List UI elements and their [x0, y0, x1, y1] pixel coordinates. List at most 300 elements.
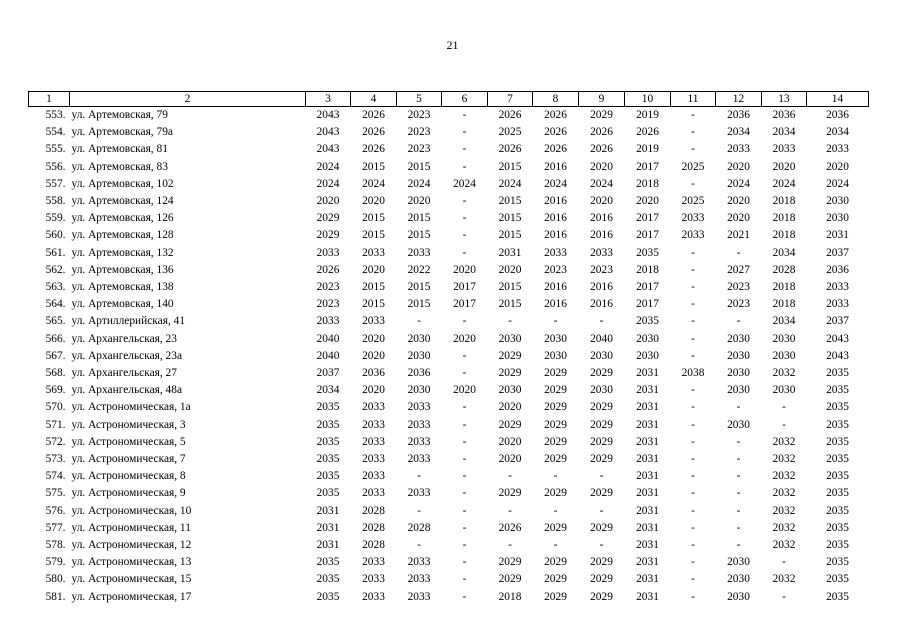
row-number-cell: 555.	[45, 143, 66, 156]
year-cell: -	[462, 246, 467, 259]
year-cell: -	[691, 315, 695, 328]
year-cell: 2038	[681, 367, 705, 380]
year-cell: 2033	[826, 143, 849, 156]
year-cell: 2026	[544, 109, 567, 121]
year-cell: 2015	[362, 298, 385, 311]
year-cell: 2033	[772, 143, 796, 156]
year-cell: -	[462, 160, 467, 173]
year-cell: -	[691, 556, 695, 569]
year-cell: 2026	[498, 143, 522, 156]
year-cell: 2019	[636, 143, 659, 156]
year-cell: 2033	[407, 246, 431, 259]
year-cell: -	[736, 470, 741, 483]
row-number-cell: 568.	[45, 367, 66, 380]
year-cell: 2035	[826, 401, 849, 414]
table-row	[29, 417, 869, 434]
year-cell: -	[462, 453, 467, 466]
table-row	[29, 571, 869, 588]
year-cell: 2031	[316, 504, 340, 517]
year-cell: 2017	[636, 160, 659, 173]
year-cell: 2029	[544, 453, 567, 466]
year-cell: -	[462, 195, 467, 208]
year-cell: -	[691, 470, 695, 483]
year-cell: 2029	[544, 590, 567, 603]
column-header: 2	[70, 92, 306, 107]
year-cell: -	[691, 521, 695, 534]
table-header-row	[29, 92, 869, 107]
year-cell: 2026	[362, 126, 385, 139]
year-cell: 2036	[826, 109, 849, 121]
year-cell: 2033	[826, 298, 849, 311]
year-cell: 2031	[498, 246, 522, 259]
year-cell: 2016	[590, 298, 613, 311]
page-number: 21	[446, 38, 459, 52]
year-cell: 2029	[544, 521, 567, 534]
year-cell: 2016	[544, 298, 567, 311]
year-cell: 2029	[590, 453, 613, 466]
year-cell: 2033	[407, 401, 431, 414]
year-cell: 2022	[407, 263, 431, 276]
year-cell: 2024	[316, 160, 340, 173]
year-cell: 2033	[590, 246, 613, 259]
year-cell: 2035	[826, 521, 849, 534]
year-cell: 2035	[316, 556, 340, 569]
address-cell: ул. Артемовская, 79	[71, 109, 168, 121]
column-header: 12	[716, 92, 762, 107]
year-cell: -	[691, 349, 695, 362]
year-cell: 2031	[636, 521, 659, 534]
year-cell: 2031	[826, 229, 849, 242]
year-cell: 2031	[636, 590, 659, 603]
year-cell: 2034	[727, 126, 750, 139]
year-cell: 2020	[498, 263, 522, 276]
year-cell: 2034	[772, 126, 796, 139]
year-cell: 2031	[636, 556, 659, 569]
year-cell: 2035	[826, 504, 849, 517]
year-cell: 2036	[727, 109, 750, 121]
year-cell: -	[691, 143, 695, 156]
row-number-cell: 573.	[45, 453, 66, 466]
year-cell: 2030	[727, 384, 750, 397]
row-number-cell: 554.	[45, 126, 66, 139]
row-number-cell: 570.	[45, 401, 66, 414]
year-cell: 2035	[826, 418, 849, 431]
year-cell: 2015	[362, 281, 385, 294]
year-cell: 2017	[636, 298, 659, 311]
year-cell: 2016	[544, 281, 567, 294]
year-cell: 2035	[826, 367, 849, 380]
column-header: 9	[579, 92, 625, 107]
year-cell: -	[599, 315, 604, 328]
year-cell: 2026	[544, 143, 567, 156]
year-cell: 2017	[636, 212, 659, 225]
row-number-cell: 578.	[45, 539, 66, 552]
year-cell: 2020	[727, 212, 750, 225]
year-cell: 2033	[362, 590, 385, 603]
column-header: 7	[488, 92, 533, 107]
year-cell: 2030	[772, 349, 796, 362]
year-cell: 2033	[407, 590, 431, 603]
year-cell: -	[782, 590, 786, 603]
address-cell: ул. Артемовская, 102	[71, 177, 174, 190]
year-cell: 2043	[826, 332, 849, 345]
address-cell: ул. Артемовская, 83	[71, 160, 168, 173]
year-cell: 2029	[544, 435, 567, 448]
year-cell: 2028	[772, 263, 796, 276]
year-cell: 2015	[498, 281, 522, 294]
year-cell: 2035	[826, 556, 849, 569]
table-row	[29, 279, 869, 296]
year-cell: -	[417, 539, 421, 552]
year-cell: 2030	[727, 556, 750, 569]
year-cell: 2029	[544, 556, 567, 569]
year-cell: 2023	[727, 281, 750, 294]
year-cell: 2036	[826, 263, 849, 276]
year-cell: 2033	[362, 401, 385, 414]
year-cell: 2025	[498, 126, 522, 139]
address-cell: ул. Артиллерийская, 41	[71, 315, 186, 328]
year-cell: -	[691, 298, 695, 311]
row-number-cell: 577.	[45, 521, 66, 534]
year-cell: -	[736, 487, 741, 500]
year-cell: 2031	[636, 470, 659, 483]
year-cell: 2033	[407, 556, 431, 569]
year-cell: 2031	[316, 521, 340, 534]
year-cell: -	[417, 504, 421, 517]
year-cell: -	[691, 384, 695, 397]
year-cell: 2035	[826, 435, 849, 448]
year-cell: 2033	[362, 315, 385, 328]
table-row	[29, 485, 869, 502]
year-cell: 2033	[362, 573, 385, 586]
year-cell: 2037	[826, 315, 849, 328]
year-cell: 2026	[498, 109, 522, 121]
year-cell: 2020	[727, 195, 750, 208]
year-cell: 2031	[636, 367, 659, 380]
year-cell: 2015	[407, 160, 431, 173]
year-cell: -	[462, 229, 467, 242]
year-cell: 2030	[590, 384, 613, 397]
year-cell: 2033	[362, 246, 385, 259]
year-cell: 2033	[362, 418, 385, 431]
row-number-cell: 581.	[45, 590, 66, 603]
year-cell: -	[691, 573, 695, 586]
year-cell: 2020	[590, 160, 613, 173]
year-cell: 2020	[727, 160, 750, 173]
year-cell: 2030	[727, 418, 750, 431]
year-cell: 2035	[826, 453, 849, 466]
year-cell: -	[691, 332, 695, 345]
year-cell: -	[462, 315, 467, 328]
year-cell: -	[599, 504, 604, 517]
year-cell: 2032	[772, 521, 796, 534]
year-cell: 2030	[772, 332, 796, 345]
table-row	[29, 141, 869, 158]
row-number-cell: 561.	[45, 246, 66, 259]
year-cell: 2032	[772, 504, 796, 517]
address-cell: ул. Архангельская, 27	[71, 367, 177, 380]
year-cell: 2035	[316, 435, 340, 448]
year-cell: 2023	[407, 143, 431, 156]
year-cell: 2040	[316, 349, 340, 362]
table-row	[29, 348, 869, 365]
year-cell: 2030	[727, 332, 750, 345]
year-cell: 2028	[407, 521, 431, 534]
year-cell: 2016	[544, 160, 567, 173]
year-cell: 2026	[590, 143, 613, 156]
year-cell: 2035	[636, 246, 659, 259]
address-cell: ул. Артемовская, 132	[71, 246, 174, 259]
year-cell: 2016	[590, 229, 613, 242]
year-cell: 2029	[316, 229, 340, 242]
address-cell: ул. Астрономическая, 17	[71, 590, 192, 603]
address-cell: ул. Артемовская, 140	[71, 298, 174, 311]
year-cell: 2031	[636, 573, 659, 586]
year-cell: -	[736, 435, 741, 448]
year-cell: 2029	[544, 487, 567, 500]
column-header: 8	[533, 92, 579, 107]
row-number-cell: 559.	[45, 212, 66, 225]
year-cell: 2029	[498, 349, 522, 362]
year-cell: 2032	[772, 435, 796, 448]
year-cell: 2030	[590, 349, 613, 362]
year-cell: 2030	[727, 367, 750, 380]
year-cell: 2028	[362, 521, 385, 534]
table-row	[29, 382, 869, 399]
year-cell: 2020	[316, 195, 340, 208]
year-cell: 2020	[407, 195, 431, 208]
year-cell: 2018	[636, 177, 659, 190]
year-cell: 2033	[316, 315, 340, 328]
year-cell: 2029	[498, 556, 522, 569]
address-cell: ул. Астрономическая, 5	[71, 435, 186, 448]
year-cell: 2015	[362, 212, 385, 225]
year-cell: 2034	[772, 315, 796, 328]
year-cell: 2034	[316, 384, 340, 397]
year-cell: 2020	[362, 263, 385, 276]
year-cell: 2020	[636, 195, 659, 208]
table-row	[29, 399, 869, 416]
year-cell: -	[553, 504, 558, 517]
row-number-cell: 557.	[45, 177, 66, 190]
year-cell: 2037	[826, 246, 849, 259]
year-cell: 2024	[727, 177, 750, 190]
year-cell: -	[691, 401, 695, 414]
year-cell: 2023	[590, 263, 613, 276]
year-cell: -	[462, 504, 467, 517]
year-cell: -	[462, 539, 467, 552]
table-row	[29, 365, 869, 382]
year-cell: 2017	[453, 298, 476, 311]
year-cell: 2031	[636, 539, 659, 552]
row-number-cell: 574.	[45, 470, 66, 483]
year-cell: 2026	[316, 263, 340, 276]
year-cell: -	[691, 487, 695, 500]
year-cell: 2017	[636, 281, 659, 294]
year-cell: -	[417, 315, 421, 328]
year-cell: 2015	[407, 281, 431, 294]
table-row	[29, 589, 869, 606]
year-cell: -	[691, 590, 695, 603]
row-number-cell: 569.	[45, 384, 66, 397]
year-cell: -	[736, 521, 741, 534]
year-cell: -	[462, 590, 467, 603]
year-cell: 2020	[590, 195, 613, 208]
year-cell: -	[691, 539, 695, 552]
table-row	[29, 451, 869, 468]
year-cell: 2029	[544, 401, 567, 414]
year-cell: 2030	[826, 212, 849, 225]
year-cell: 2023	[316, 281, 340, 294]
year-cell: 2028	[362, 504, 385, 517]
column-header: 14	[807, 92, 869, 107]
table-row	[29, 262, 869, 279]
year-cell: 2015	[407, 212, 431, 225]
row-number-cell: 575.	[45, 487, 66, 500]
year-cell: 2019	[636, 109, 659, 121]
year-cell: 2035	[826, 539, 849, 552]
year-cell: -	[691, 504, 695, 517]
year-cell: 2016	[590, 281, 613, 294]
year-cell: 2032	[772, 487, 796, 500]
year-cell: 2033	[681, 229, 705, 242]
year-cell: -	[691, 263, 695, 276]
address-cell: ул. Архангельская, 48а	[71, 384, 183, 397]
year-cell: 2018	[772, 281, 796, 294]
year-cell: 2029	[544, 367, 567, 380]
year-cell: 2030	[636, 349, 659, 362]
column-header: 3	[306, 92, 351, 107]
address-cell: ул. Астрономическая, 13	[71, 556, 192, 569]
address-cell: ул. Артемовская, 128	[71, 229, 174, 242]
year-cell: 2031	[636, 401, 659, 414]
address-cell: ул. Архангельская, 23а	[71, 349, 183, 362]
year-cell: 2024	[826, 177, 849, 190]
table-row	[29, 227, 869, 244]
year-cell: 2031	[636, 435, 659, 448]
year-cell: 2033	[407, 418, 431, 431]
year-cell: 2035	[826, 487, 849, 500]
address-cell: ул. Артемовская, 79а	[71, 126, 173, 139]
year-cell: 2015	[498, 298, 522, 311]
year-cell: 2029	[590, 418, 613, 431]
year-cell: 2034	[826, 126, 849, 139]
year-cell: -	[462, 573, 467, 586]
year-cell: 2029	[590, 401, 613, 414]
year-cell: 2025	[681, 160, 705, 173]
address-cell: ул. Астрономическая, 15	[71, 573, 192, 586]
row-number-cell: 576.	[45, 504, 66, 517]
year-cell: 2030	[498, 384, 522, 397]
year-cell: 2033	[407, 573, 431, 586]
year-cell: 2023	[407, 126, 431, 139]
year-cell: 2020	[826, 160, 849, 173]
year-cell: 2023	[316, 298, 340, 311]
table-row	[29, 503, 869, 520]
table-row	[29, 434, 869, 451]
year-cell: 2032	[772, 453, 796, 466]
column-header: 13	[762, 92, 807, 107]
year-cell: 2029	[544, 418, 567, 431]
year-cell: 2035	[826, 573, 849, 586]
year-cell: 2020	[362, 384, 385, 397]
year-cell: -	[736, 315, 741, 328]
year-cell: -	[462, 109, 467, 121]
year-cell: 2029	[590, 573, 613, 586]
year-cell: 2036	[362, 367, 385, 380]
year-cell: 2024	[362, 177, 385, 190]
year-cell: 2030	[727, 590, 750, 603]
address-cell: ул. Астрономическая, 12	[71, 539, 192, 552]
table-row	[29, 107, 869, 125]
year-cell: 2036	[772, 109, 796, 121]
year-cell: 2035	[316, 487, 340, 500]
row-number-cell: 564.	[45, 298, 66, 311]
row-number-cell: 566.	[45, 332, 66, 345]
year-cell: -	[462, 349, 467, 362]
year-cell: 2035	[316, 453, 340, 466]
year-cell: 2020	[362, 332, 385, 345]
year-cell: 2035	[826, 470, 849, 483]
address-cell: ул. Артемовская, 81	[71, 143, 168, 156]
year-cell: 2029	[590, 367, 613, 380]
table-row	[29, 554, 869, 571]
address-cell: ул. Артемовская, 126	[71, 212, 174, 225]
year-cell: 2029	[590, 521, 613, 534]
year-cell: 2034	[772, 246, 796, 259]
table-row	[29, 193, 869, 210]
year-cell: 2020	[498, 435, 522, 448]
year-cell: 2024	[407, 177, 431, 190]
year-cell: -	[462, 367, 467, 380]
table-row	[29, 296, 869, 313]
year-cell: 2033	[727, 143, 750, 156]
year-cell: 2029	[498, 487, 522, 500]
year-cell: 2035	[316, 401, 340, 414]
year-cell: 2024	[316, 177, 340, 190]
year-cell: -	[736, 246, 741, 259]
year-cell: -	[691, 418, 695, 431]
address-cell: ул. Астрономическая, 11	[71, 521, 191, 534]
year-cell: 2043	[316, 109, 340, 121]
year-cell: 2032	[772, 470, 796, 483]
year-cell: 2017	[453, 281, 476, 294]
data-table	[28, 91, 869, 606]
year-cell: 2018	[772, 229, 796, 242]
table-row	[29, 159, 869, 176]
year-cell: 2035	[316, 418, 340, 431]
year-cell: 2033	[362, 487, 385, 500]
year-cell: -	[508, 539, 512, 552]
year-cell: -	[691, 177, 695, 190]
year-cell: 2015	[362, 160, 385, 173]
year-cell: 2027	[727, 263, 750, 276]
year-cell: 2043	[316, 143, 340, 156]
year-cell: 2036	[407, 367, 431, 380]
year-cell: -	[417, 470, 421, 483]
year-cell: 2033	[681, 212, 705, 225]
year-cell: 2029	[498, 418, 522, 431]
year-cell: 2030	[772, 384, 796, 397]
year-cell: 2016	[544, 229, 567, 242]
year-cell: -	[691, 453, 695, 466]
year-cell: 2043	[316, 126, 340, 139]
year-cell: 2015	[498, 229, 522, 242]
column-header: 1	[29, 92, 70, 107]
year-cell: 2033	[407, 453, 431, 466]
year-cell: 2030	[727, 573, 750, 586]
table-row	[29, 520, 869, 537]
